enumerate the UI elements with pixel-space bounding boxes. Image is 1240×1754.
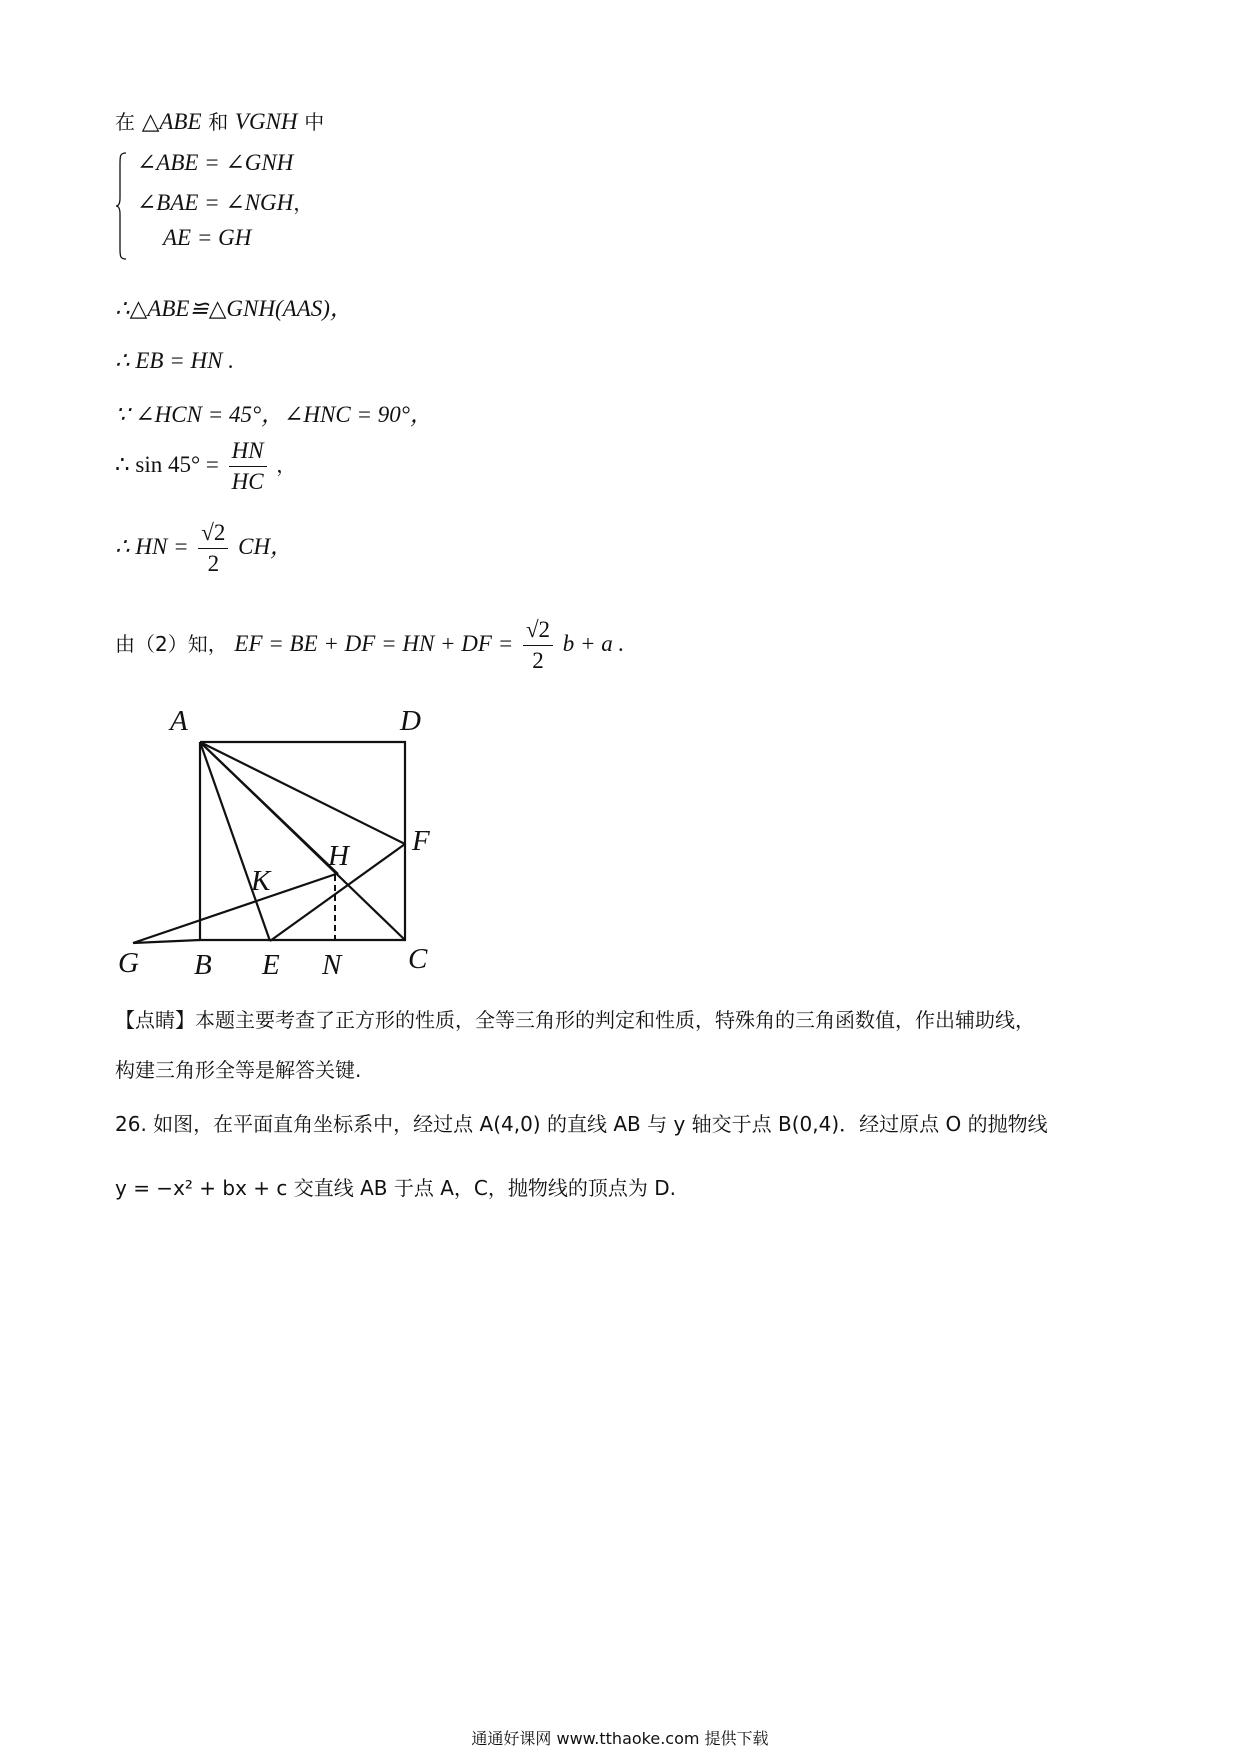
ef-numerator: √2 xyxy=(523,615,553,646)
comment-line-2: 构建三角形全等是解答关键. xyxy=(115,1058,362,1082)
proof-line-intro xyxy=(115,106,324,135)
label-g: G xyxy=(118,947,139,979)
label-d: D xyxy=(400,705,421,737)
proof-line-hn xyxy=(115,518,293,579)
sin45-denominator: HC xyxy=(231,469,264,494)
left-brace-icon xyxy=(115,152,127,260)
ef-post: b + a . xyxy=(562,631,625,656)
condition-comma: ， xyxy=(293,191,314,215)
hn-post: CH， xyxy=(238,534,294,559)
triangle-abe: △ABE xyxy=(141,109,202,134)
page-footer: 通通好课网 www.tthaoke.com 提供下载 xyxy=(471,1729,769,1748)
ef-fraction xyxy=(523,615,553,676)
label-e: E xyxy=(262,949,280,980)
label-h: H xyxy=(328,840,349,872)
ef-expression: EF = BE + DF = HN + DF = xyxy=(234,631,514,656)
hn-fraction xyxy=(198,518,228,579)
proof-line-ef xyxy=(115,615,624,676)
proof-line-sin45 xyxy=(115,436,296,497)
problem-26-line-1: 26. 如图，在平面直角坐标系中，经过点 A(4,0) 的直线 AB 与 y 轴交于点 B(0,4)．经过原点 O 的抛物线 xyxy=(115,1112,1048,1136)
comment-line-1: 【点睛】本题主要考查了正方形的性质，全等三角形的判定和性质，特殊角的三角函数值，作出辅助线， xyxy=(115,1008,1035,1032)
proof-line-eb-hn: ∴ EB = HN . xyxy=(115,348,234,373)
sin45-numerator: HN xyxy=(229,436,267,467)
ef-denominator: 2 xyxy=(532,648,544,673)
sin45-post: ， xyxy=(276,453,297,477)
proof-line-angles: ∵ ∠HCN = 45°，∠HNC = 90°， xyxy=(115,402,433,427)
intro-mid: 和 xyxy=(208,110,229,134)
square-geometry-figure xyxy=(118,700,458,980)
triangle-gnh: VGNH xyxy=(234,109,298,134)
intro-post: 中 xyxy=(304,110,325,134)
proof-line-congruent: ∴△ABE≌△GNH(AAS)， xyxy=(115,296,353,321)
hn-numerator: √2 xyxy=(198,518,228,549)
condition-angle-bae-text: ∠BAE = ∠NGH xyxy=(137,190,294,215)
hn-denominator: 2 xyxy=(207,551,220,576)
intro-pre: 在 xyxy=(115,110,135,134)
ef-pre: 由（2）知， xyxy=(115,632,228,656)
label-c: C xyxy=(408,943,428,975)
label-f: F xyxy=(412,825,430,857)
condition-angle-abe: ∠ABE = ∠GNH xyxy=(137,150,294,175)
line-g-h xyxy=(133,874,336,943)
hn-pre: ∴ HN = xyxy=(115,534,189,559)
condition-angle-bae xyxy=(137,187,313,216)
problem-26-line-2: y = −x² + bx + c 交直线 AB 于点 A，C，抛物线的顶点为 D. xyxy=(115,1176,676,1200)
label-k: K xyxy=(251,865,271,897)
label-b: B xyxy=(194,949,212,980)
label-a: A xyxy=(170,705,188,737)
sin45-pre: ∴ sin 45° = xyxy=(115,452,219,477)
sin45-fraction xyxy=(229,436,267,497)
label-n: N xyxy=(322,949,342,980)
condition-side-ae: AE = GH xyxy=(163,225,252,250)
line-a-h xyxy=(200,742,338,874)
